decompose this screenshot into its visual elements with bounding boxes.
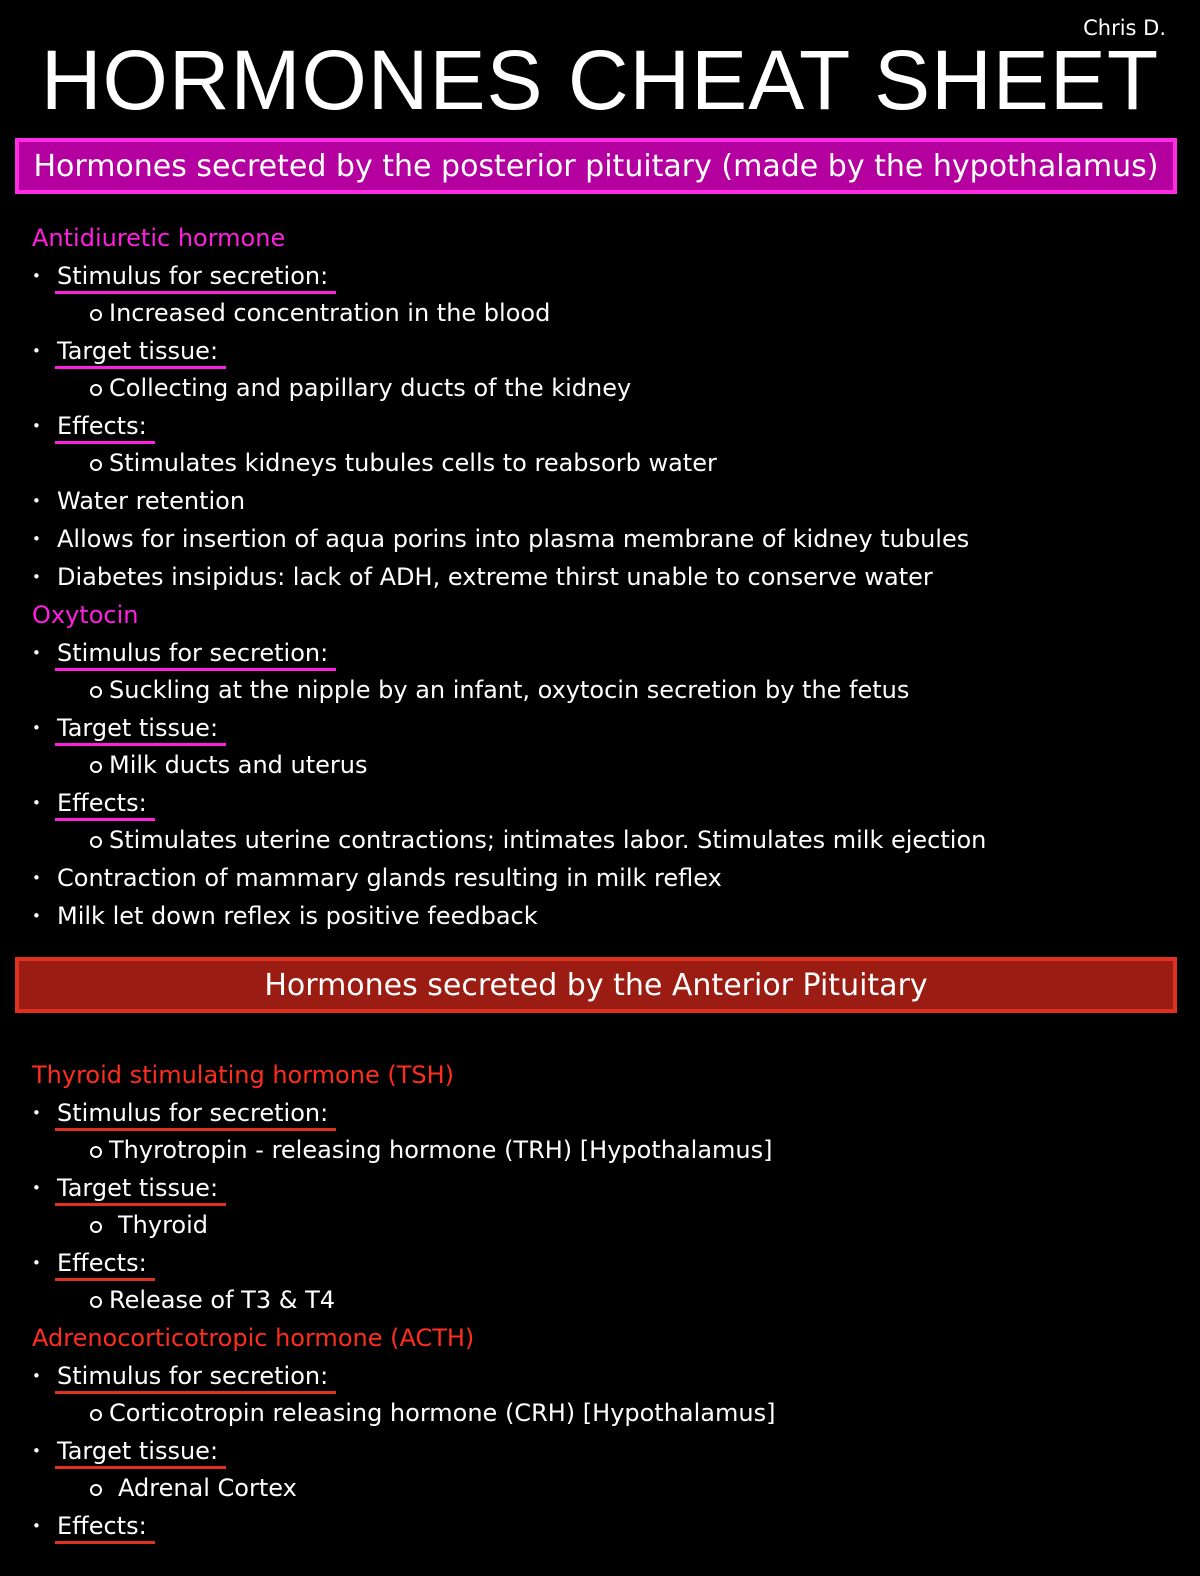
- tsh-heading: Thyroid stimulating hormone (TSH): [32, 1061, 455, 1089]
- anterior-section: [32, 1056, 1172, 1545]
- anterior-banner-label: Hormones secreted by the Anterior Pituitary: [264, 967, 928, 1003]
- acth-heading: Adrenocorticotropic hormone (ACTH): [32, 1324, 475, 1352]
- adh-effects-item: Stimulates kidneys tubules cells to reabsorb water: [32, 445, 1172, 482]
- adh-heading: Antidiuretic hormone: [32, 224, 286, 252]
- tsh-stimulus-item: Thyrotropin - releasing hormone (TRH) [Hypothalamus]: [32, 1132, 1172, 1169]
- acth-target-item: Adrenal Cortex: [32, 1470, 1172, 1507]
- adh-note-bullet: • Water retention: [32, 482, 1172, 520]
- adh-target-bullet: [32, 332, 1172, 370]
- adh-effects-bullet: [32, 407, 1172, 445]
- acth-stimulus-item: Corticotropin releasing hormone (CRH) [Hypothalamus]: [32, 1395, 1172, 1432]
- tsh-stimulus-bullet: [32, 1094, 1172, 1132]
- page-title: HORMONES CHEAT SHEET: [40, 33, 1160, 127]
- oxytocin-target-bullet: [32, 709, 1172, 747]
- posterior-banner-label: Hormones secreted by the posterior pituitary (made by the hypothalamus): [33, 148, 1159, 184]
- tsh-target-label: Target tissue:: [57, 1169, 218, 1207]
- oxytocin-effects-label: Effects:: [57, 784, 147, 822]
- acth-effects-label: Effects:: [57, 1507, 147, 1545]
- acth-target-bullet: [32, 1432, 1172, 1470]
- oxytocin-stimulus-item: Suckling at the nipple by an infant, oxytocin secretion by the fetus: [32, 672, 1172, 709]
- tsh-effects-label: Effects:: [57, 1244, 147, 1282]
- adh-effects-label: Effects:: [57, 407, 147, 445]
- oxytocin-target-item: Milk ducts and uterus: [32, 747, 1172, 784]
- oxytocin-note-bullet: • Milk let down reflex is positive feedback: [32, 897, 1172, 935]
- oxytocin-effects-item: Stimulates uterine contractions; intimates labor. Stimulates milk ejection: [32, 822, 1172, 859]
- adh-target-item: Collecting and papillary ducts of the kidney: [32, 370, 1172, 407]
- oxytocin-target-label: Target tissue:: [57, 709, 218, 747]
- tsh-target-item: Thyroid: [32, 1207, 1172, 1244]
- tsh-effects-item: Release of T3 & T4: [32, 1282, 1172, 1319]
- posterior-pituitary-banner: [15, 138, 1177, 194]
- adh-stimulus-label: Stimulus for secretion:: [57, 257, 328, 295]
- acth-stimulus-bullet: [32, 1357, 1172, 1395]
- adh-note-bullet: • Allows for insertion of aqua porins into plasma membrane of kidney tubules: [32, 520, 1172, 558]
- oxytocin-heading: Oxytocin: [32, 601, 139, 629]
- adh-target-label: Target tissue:: [57, 332, 218, 370]
- author-name: Chris D.: [1083, 16, 1166, 40]
- oxytocin-note-bullet: • Contraction of mammary glands resulting in milk reflex: [32, 859, 1172, 897]
- tsh-effects-bullet: [32, 1244, 1172, 1282]
- posterior-section: [32, 219, 1172, 935]
- acth-effects-bullet: [32, 1507, 1172, 1545]
- tsh-target-bullet: [32, 1169, 1172, 1207]
- acth-stimulus-label: Stimulus for secretion:: [57, 1357, 328, 1395]
- oxytocin-stimulus-label: Stimulus for secretion:: [57, 634, 328, 672]
- adh-stimulus-item: Increased concentration in the blood: [32, 295, 1172, 332]
- adh-stimulus-bullet: [32, 257, 1172, 295]
- anterior-pituitary-banner: [15, 957, 1177, 1013]
- tsh-stimulus-label: Stimulus for secretion:: [57, 1094, 328, 1132]
- oxytocin-effects-bullet: [32, 784, 1172, 822]
- adh-note-bullet: • Diabetes insipidus: lack of ADH, extreme thirst unable to conserve water: [32, 558, 1172, 596]
- acth-target-label: Target tissue:: [57, 1432, 218, 1470]
- oxytocin-stimulus-bullet: [32, 634, 1172, 672]
